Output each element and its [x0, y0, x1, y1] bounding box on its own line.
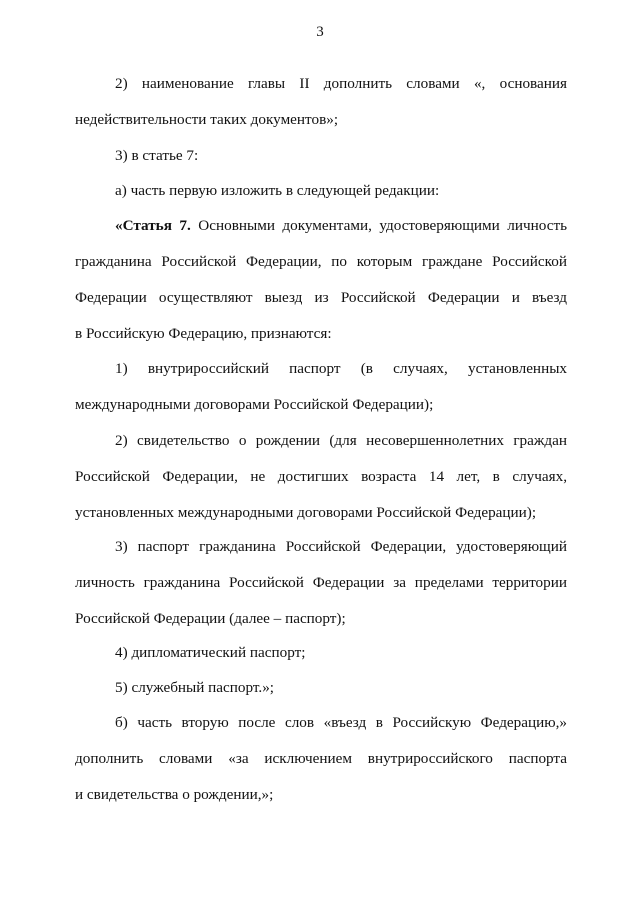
paragraph-line: 5) служебный паспорт.»;: [115, 679, 275, 696]
paragraph-line: 4) дипломатический паспорт;: [115, 644, 306, 661]
paragraph-line: и свидетельства о рождении,»;: [75, 786, 274, 803]
paragraph-line: 3) в статье 7:: [115, 147, 199, 164]
paragraph-line: б) часть вторую после слов «въезд в Российскую Федерацию,»: [115, 714, 567, 731]
paragraph-line: международными договорами Российской Федерации);: [75, 396, 434, 413]
paragraph-line: Российской Федерации (далее – паспорт);: [75, 610, 346, 627]
paragraph-line: а) часть первую изложить в следующей редакции:: [115, 182, 440, 199]
paragraph-line: Федерации осуществляют выезд из Российской Федерации и въезд: [75, 289, 567, 306]
paragraph-line: [75, 216, 567, 236]
paragraph-line: личность гражданина Российской Федерации за пределами территории: [75, 574, 567, 591]
paragraph-line: Российской Федерации, не достигших возраста 14 лет, в случаях,: [75, 468, 567, 485]
article-heading: «Статья 7.: [115, 217, 191, 234]
paragraph-line: гражданина Российской Федерации, по которым граждане Российской: [75, 253, 567, 270]
paragraph-line: дополнить словами «за исключением внутрироссийского паспорта: [75, 750, 567, 767]
paragraph-line: 2) свидетельство о рождении (для несовершеннолетних граждан: [115, 432, 567, 449]
paragraph-line: 1) внутрироссийский паспорт (в случаях, установленных: [115, 360, 567, 377]
paragraph-text: Основными документами, удостоверяющими личность: [190, 217, 568, 234]
paragraph-line: установленных международными договорами Российской Федерации);: [75, 504, 537, 521]
page-number: 3: [316, 24, 324, 40]
paragraph-line: 3) паспорт гражданина Российской Федерации, удостоверяющий: [115, 538, 567, 555]
paragraph-line: 2) наименование главы II дополнить словами «, основания: [115, 75, 567, 92]
paragraph-line: в Российскую Федерацию, признаются:: [75, 325, 332, 342]
paragraph-line: недействительности таких документов»;: [75, 111, 339, 128]
